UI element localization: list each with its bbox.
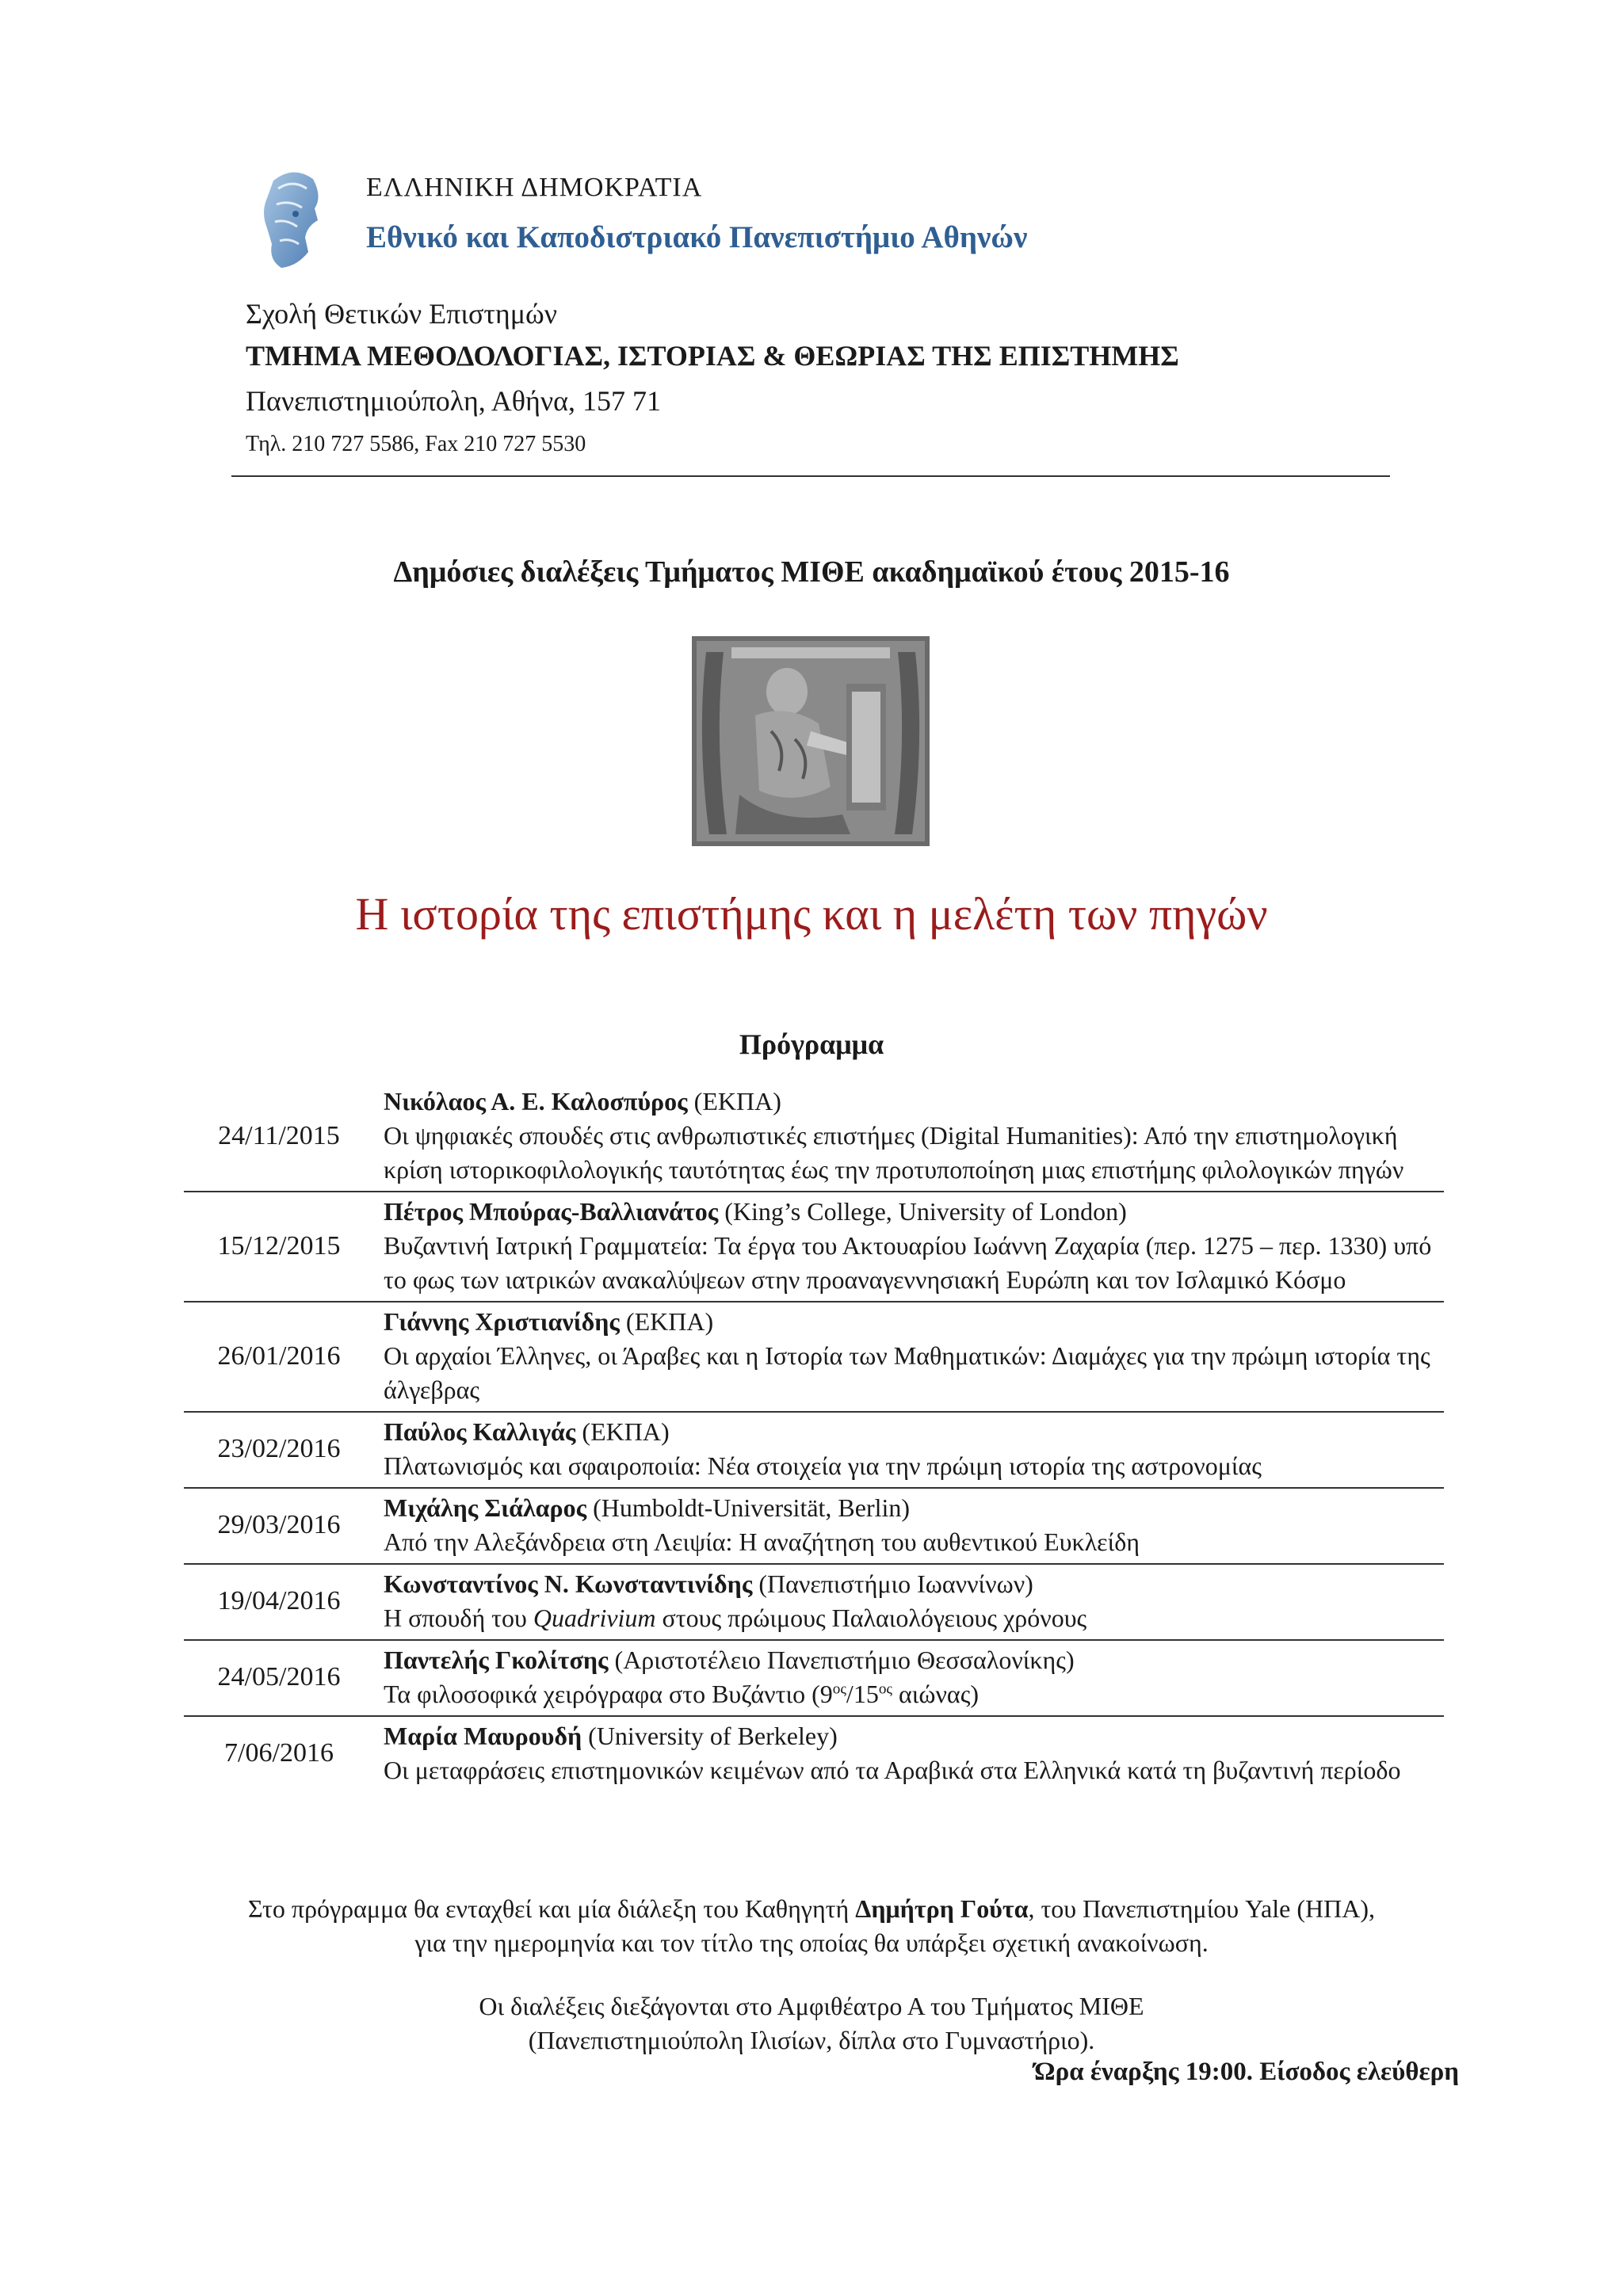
speaker-name: Γιάννης Χριστιανίδης <box>384 1307 620 1336</box>
quadrivium-term: Quadrivium <box>533 1604 656 1632</box>
speaker-name: Νικόλαος Α. Ε. Καλοσπύρος <box>384 1087 688 1116</box>
lecture-date: 26/01/2016 <box>217 1341 341 1371</box>
lecture-date: 23/02/2016 <box>217 1434 341 1463</box>
lecture-topic: Πλατωνισμός και σφαιροποιία: Νέα στοιχεία για την πρώιμη ιστορία της αστρονομίας <box>384 1451 1262 1480</box>
venue-note: Οι διαλέξεις διεξάγονται στο Αμφιθέατρο Α του Τμήματος ΜΙΘΕ <box>479 1992 1144 2020</box>
speaker-name: Παύλος Καλλιγάς <box>384 1417 576 1446</box>
lecture-content <box>374 1491 1444 1559</box>
relief-image <box>692 636 930 846</box>
start-time-note: Ώρα έναρξης 19:00. Είσοδος ελεύθερη <box>1034 2058 1459 2086</box>
address: Πανεπιστημιούπολη, Αθήνα, 157 71 <box>246 385 661 417</box>
series-title: Δημόσιες διαλέξεις Τμήματος ΜΙΘΕ ακαδημαϊκού έτους 2015-16 <box>393 555 1230 589</box>
program-row <box>184 1489 1444 1565</box>
lecture-topic: Τα φιλοσοφικά χειρόγραφα στο Βυζάντιο ($9^{o\varsigma}/15^{o\varsigma}$ αιώνας) <box>384 1680 980 1708</box>
speaker-name: Μιχάλης Σιάλαρος <box>384 1493 587 1522</box>
speaker-affiliation: (ΕΚΠΑ) <box>619 1307 714 1336</box>
lecture-content <box>374 1305 1444 1407</box>
header-divider <box>231 475 1390 477</box>
extra-speaker-name: Δημήτρη Γούτα <box>855 1894 1029 1923</box>
speaker-affiliation: (University of Berkeley) <box>582 1722 838 1750</box>
speaker-affiliation: (Πανεπιστήμιο Ιωαννίνων) <box>752 1569 1033 1598</box>
lecture-topic: Η σπουδή του Quadrivium στους πρώιμους Παλαιολόγειους χρόνους <box>384 1604 1087 1632</box>
lecture-content <box>374 1567 1444 1635</box>
speaker-affiliation: (Humboldt-Universität, Berlin) <box>586 1493 911 1522</box>
department-name: ΤΜΗΜΑ ΜΕΘΟΔΟΛΟΓΙΑΣ, ΙΣΤΟΡΙΑΣ & ΘΕΩΡΙΑΣ ΤΗΣ ΕΠΙΣΤΗΜΗΣ <box>246 340 1179 372</box>
lecture-date: 15/12/2015 <box>217 1230 341 1261</box>
speaker-affiliation: (ΕΚΠΑ) <box>687 1087 781 1116</box>
program-row <box>184 1565 1444 1641</box>
lecture-content <box>374 1643 1444 1711</box>
lecture-topic: Από την Αλεξάνδρεια στη Λειψία: Η αναζήτηση του αυθεντικού Ευκλείδη <box>384 1527 1140 1556</box>
notes-block <box>0 1892 1623 2058</box>
lecture-date: 24/05/2016 <box>217 1662 341 1691</box>
venue-note-2: (Πανεπιστημιούπολη Ιλισίων, δίπλα στο Γυμναστήριο). <box>528 2026 1095 2054</box>
lecture-date: 7/06/2016 <box>224 1738 334 1768</box>
main-title: Η ιστορία της επιστήμης και η μελέτη των πηγών <box>355 888 1268 940</box>
program-title: Πρόγραμμα <box>739 1028 884 1060</box>
lecture-content <box>374 1195 1444 1297</box>
program-row <box>184 1302 1444 1413</box>
program-row <box>184 1082 1444 1192</box>
lecture-topic: Οι ψηφιακές σπουδές στις ανθρωπιστικές επιστήμες (Digital Humanities): Από την επιστημολογική κρίση ιστορικοφιλολογικής ταυτότητας έως την προτυποποίηση μιας επιστήμης φιλολογικών πηγών <box>384 1121 1404 1184</box>
phone-fax: Τηλ. 210 727 5586, Fax 210 727 5530 <box>246 432 586 456</box>
university-name: Εθνικό και Καποδιστριακό Πανεπιστήμιο Αθηνών <box>366 220 1028 254</box>
program-row <box>184 1413 1444 1489</box>
lecture-date: 24/11/2015 <box>218 1120 340 1150</box>
school-name: Σχολή Θετικών Επιστημών <box>246 298 557 330</box>
lecture-content <box>374 1719 1444 1787</box>
lecture-content <box>374 1085 1444 1187</box>
lecture-topic: Οι αρχαίοι Έλληνες, οι Άραβες και η Ιστορία των Μαθηματικών: Διαμάχες για την πρώιμη ιστορία της άλγεβρας <box>384 1341 1430 1404</box>
program-table <box>184 1082 1444 1791</box>
athena-logo-icon <box>258 165 329 272</box>
republic-label: ΕΛΛΗΝΙΚΗ ΔΗΜΟΚΡΑΤΙΑ <box>366 173 703 202</box>
extra-lecture-note-2: για την ημερομηνία και τον τίτλο της οποίας θα υπάρξει σχετική ανακοίνωση. <box>414 1928 1209 1957</box>
program-row <box>184 1717 1444 1791</box>
program-row <box>184 1641 1444 1717</box>
speaker-name: Κωνσταντίνος Ν. Κωνσταντινίδης <box>384 1569 753 1598</box>
extra-lecture-note: Στο πρόγραμμα θα ενταχθεί και μία διάλεξη του Καθηγητή Δημήτρη Γούτα, του Πανεπιστημίου Yale (ΗΠΑ), <box>248 1894 1375 1923</box>
speaker-affiliation: (King’s College, University of London) <box>718 1197 1127 1226</box>
lecture-date: 19/04/2016 <box>217 1586 341 1615</box>
lecture-content <box>374 1415 1444 1483</box>
speaker-name: Μαρία Μαυρουδή <box>384 1722 582 1750</box>
lecture-date: 29/03/2016 <box>217 1510 341 1539</box>
program-row <box>184 1192 1444 1302</box>
lecture-topic: Βυζαντινή Ιατρική Γραμματεία: Τα έργα του Ακτουαρίου Ιωάννη Ζαχαρία (περ. 1275 – περ. 1330) υπό το φως των ιατρικών ανακαλύψεων στην προαναγεννησιακή Ευρώπη και τον Ισλαμικό Κόσμο <box>384 1231 1432 1294</box>
speaker-affiliation: (ΕΚΠΑ) <box>575 1417 670 1446</box>
speaker-affiliation: (Αριστοτέλειο Πανεπιστήμιο Θεσσαλονίκης) <box>608 1646 1075 1674</box>
lecture-topic: Οι μεταφράσεις επιστημονικών κειμένων από τα Αραβικά στα Ελληνικά κατά τη βυζαντινή περίοδο <box>384 1756 1401 1784</box>
speaker-name: Πέτρος Μπούρας-Βαλλιανάτος <box>384 1197 719 1226</box>
speaker-name: Παντελής Γκολίτσης <box>384 1646 609 1674</box>
